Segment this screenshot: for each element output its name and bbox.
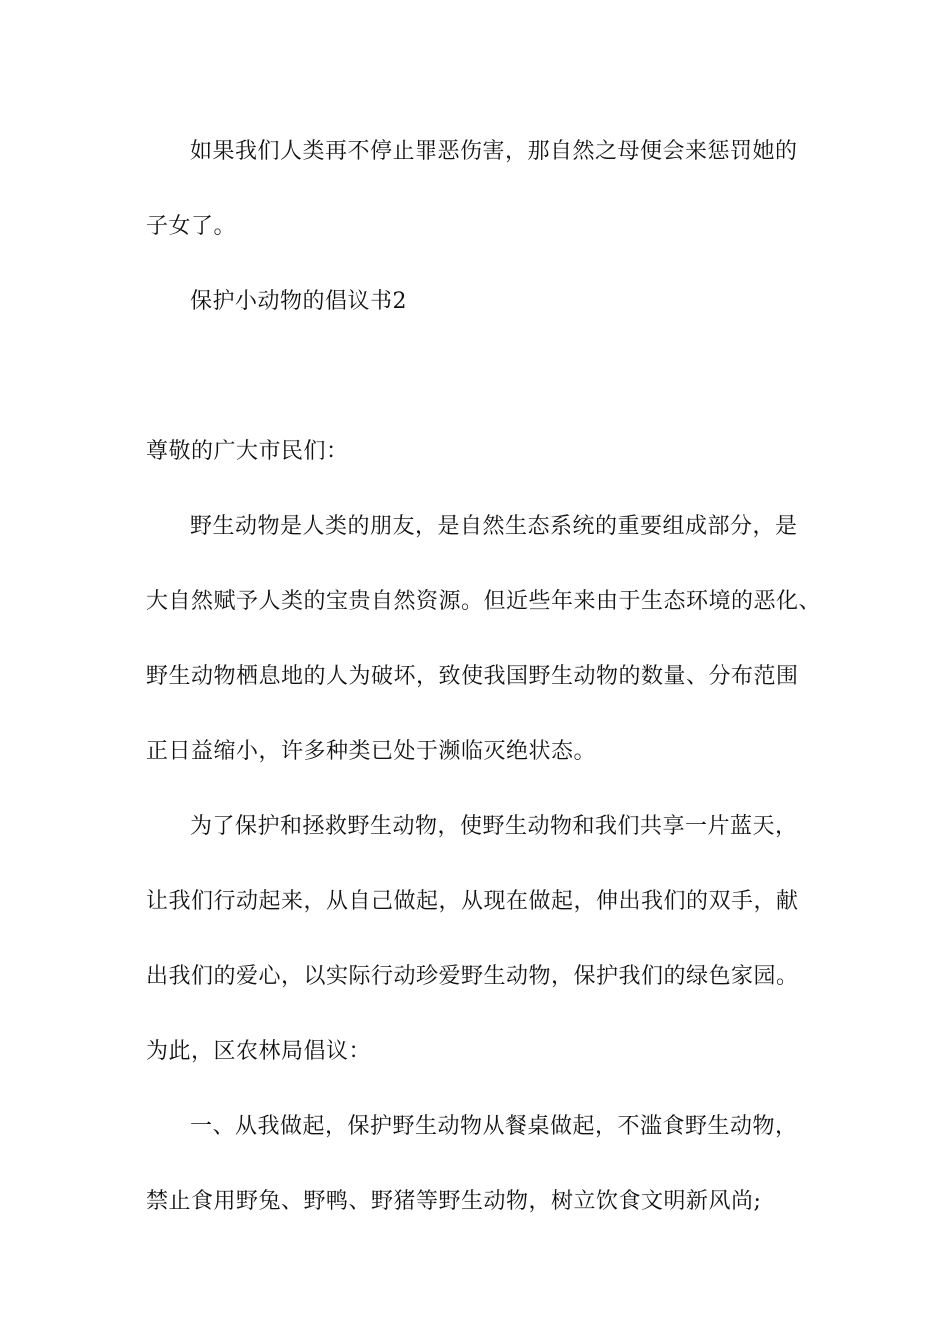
paragraph-line: 正日益缩小，许多种类已处于濒临灭绝状态。 [146,739,597,764]
paragraph-line: 大自然赋予人类的宝贵自然资源。但近些年来由于生态环境的恶化、 [146,589,822,614]
paragraph-line: 让我们行动起来，从自己做起，从现在做起，伸出我们的双手，献 [146,889,799,914]
paragraph-line: 野生动物栖息地的人为破坏，致使我国野生动物的数量、分布范围 [146,664,799,689]
paragraph-line: 出我们的爱心，以实际行动珍爱野生动物，保护我们的绿色家园。 [146,964,799,989]
paragraph-line: 如果我们人类再不停止罪恶伤害，那自然之母便会来惩罚她的 [190,139,798,164]
paragraph-line: 为此，区农林局倡议： [146,1039,372,1064]
paragraph-line: 野生动物是人类的朋友，是自然生态系统的重要组成部分，是 [190,514,798,539]
paragraph-line: 子女了。 [146,214,237,239]
salutation: 尊敬的广大市民们： [146,439,349,464]
list-item-line: 禁止食用野兔、野鸭、野猪等野生动物，树立饮食文明新风尚; [146,1189,762,1214]
paragraph-line: 为了保护和拯救野生动物，使野生动物和我们共享一片蓝天， [190,814,798,839]
section-title: 保护小动物的倡议书2 [190,289,407,314]
list-item-line: 一、从我做起，保护野生动物从餐桌做起，不滥食野生动物， [190,1114,798,1139]
